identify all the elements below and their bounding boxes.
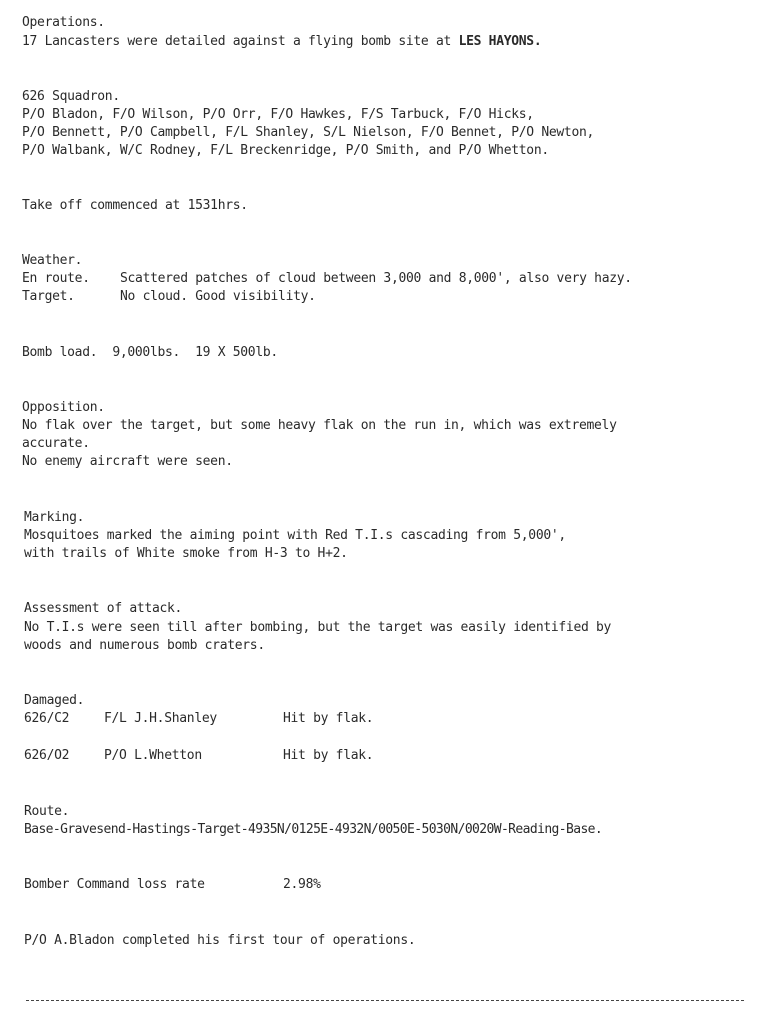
damaged-note: Hit by flak.	[283, 711, 374, 726]
opposition-line: No flak over the target, but some heavy flak on the run in, which was extremely	[22, 418, 617, 433]
weather-heading: Weather.	[22, 253, 83, 268]
loss-rate-value: 2.98%	[283, 877, 321, 892]
weather-en-route-label: En route.	[22, 271, 90, 286]
loss-rate-label: Bomber Command loss rate	[24, 877, 205, 892]
assessment-line: No T.I.s were seen till after bombing, but the target was easily identified by	[24, 620, 612, 635]
damaged-aircraft: 626/O2	[24, 748, 70, 763]
marking-line: with trails of White smoke from H-3 to H+2.	[24, 546, 348, 561]
operations-text: 17 Lancasters were detailed against a flying bomb site at	[22, 34, 459, 49]
squadron-line: P/O Bladon, F/O Wilson, P/O Orr, F/O Hawkes, F/S Tarbuck, F/O Hicks,	[22, 107, 534, 122]
weather-target-text: No cloud. Good visibility.	[120, 289, 316, 304]
route-heading: Route.	[24, 804, 70, 819]
assessment-line: woods and numerous bomb craters.	[24, 638, 265, 653]
damaged-heading: Damaged.	[24, 693, 85, 708]
operations-heading: Operations.	[22, 15, 105, 30]
squadron-line: P/O Bennett, P/O Campbell, F/L Shanley, S/L Nielson, F/O Bennet, P/O Newton,	[22, 125, 595, 140]
weather-target-label: Target.	[22, 289, 75, 304]
bomb-load-line: Bomb load. 9,000lbs. 19 X 500lb.	[22, 345, 278, 360]
marking-line: Mosquitoes marked the aiming point with Red T.I.s cascading from 5,000',	[24, 528, 566, 543]
damaged-crew: F/L J.H.Shanley	[104, 711, 217, 726]
takeoff-line: Take off commenced at 1531hrs.	[22, 198, 248, 213]
page-divider	[26, 1000, 744, 1001]
marking-heading: Marking.	[24, 510, 85, 525]
opposition-line: accurate.	[22, 436, 90, 451]
opposition-line: No enemy aircraft were seen.	[22, 454, 233, 469]
operations-target: LES HAYONS.	[458, 34, 542, 49]
damaged-crew: P/O L.Whetton	[104, 748, 202, 763]
damaged-aircraft: 626/C2	[24, 711, 70, 726]
tour-note: P/O A.Bladon completed his first tour of operations.	[24, 933, 416, 948]
operations-line	[22, 33, 541, 51]
weather-en-route-text: Scattered patches of cloud between 3,000 and 8,000', also very hazy.	[120, 271, 632, 286]
opposition-heading: Opposition.	[22, 400, 105, 415]
squadron-heading: 626 Squadron.	[22, 89, 120, 104]
route-text: Base-Gravesend-Hastings-Target-4935N/0125E-4932N/0050E-5030N/0020W-Reading-Base.	[24, 822, 603, 837]
assessment-heading: Assessment of attack.	[24, 601, 183, 616]
squadron-line: P/O Walbank, W/C Rodney, F/L Breckenridge, P/O Smith, and P/O Whetton.	[22, 143, 549, 158]
damaged-note: Hit by flak.	[283, 748, 374, 763]
